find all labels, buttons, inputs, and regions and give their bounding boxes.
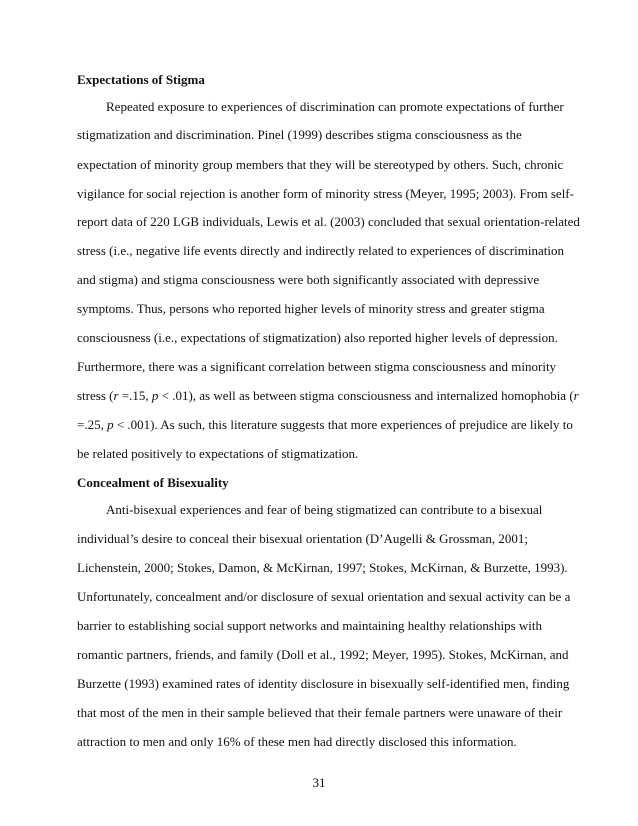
paragraph-line: and stigma) and stigma consciousness were both significantly associated with depressive (77, 272, 540, 287)
paragraph-line: barrier to establishing social support networks and maintaining healthy relationships with (77, 618, 543, 633)
paragraph-line: Burzette (1993) examined rates of identity disclosure in bisexually self-identified men, finding (77, 676, 570, 691)
paragraph-line: Repeated exposure to experiences of discrimination can promote expectations of further (106, 99, 564, 114)
paragraph-line: Anti-bisexual experiences and fear of being stigmatized can contribute to a bisexual (106, 502, 543, 517)
page-number: 31 (312, 775, 326, 790)
paragraph-line: stress (i.e., negative life events directly and indirectly related to experiences of discrimination (77, 243, 564, 258)
paragraph-line: be related positively to expectations of stigmatization. (77, 446, 359, 461)
paragraph-line: Furthermore, there was a significant correlation between stigma consciousness and minority (77, 359, 557, 374)
paragraph-line: stigmatization and discrimination. Pinel (1999) describes stigma consciousness as the (77, 127, 522, 142)
paragraph-line: attraction to men and only 16% of these men had directly disclosed this information. (77, 734, 517, 749)
paragraph-line: vigilance for social rejection is another form of minority stress (Meyer, 1995; 2003). From self- (77, 186, 574, 201)
paragraph-line: individual’s desire to conceal their bisexual orientation (D’Augelli & Grossman, 2001; (77, 531, 528, 546)
paragraph-line: Lichenstein, 2000; Stokes, Damon, & McKirnan, 1997; Stokes, McKirnan, & Burzette, 1993). (77, 560, 568, 575)
section-heading-concealment-of-bisexuality: Concealment of Bisexuality (77, 475, 229, 490)
paragraph-line: expectation of minority group members that they will be stereotyped by others. Such, chronic (77, 157, 564, 172)
paragraph-line: report data of 220 LGB individuals, Lewis et al. (2003) concluded that sexual orientation-related (77, 214, 580, 229)
paragraph-line: that most of the men in their sample believed that their female partners were unaware of their (77, 705, 563, 720)
paragraph-line-statistics: stress (r =.15, p < .01), as well as between stigma consciousness and internalized homophobia (r (77, 388, 579, 403)
paragraph-line-statistics: =.25, p < .001). As such, this literature suggests that more experiences of prejudice are likely to (77, 417, 573, 432)
paragraph-line: consciousness (i.e., expectations of stigmatization) also reported higher levels of depression. (77, 330, 558, 345)
paragraph-line: symptoms. Thus, persons who reported higher levels of minority stress and greater stigma (77, 301, 545, 316)
section-heading-expectations-of-stigma: Expectations of Stigma (77, 72, 205, 87)
paragraph-line: romantic partners, friends, and family (Doll et al., 1992; Meyer, 1995). Stokes, McKirnan, and (77, 647, 569, 662)
paragraph-line: Unfortunately, concealment and/or disclosure of sexual orientation and sexual activity can be a (77, 589, 571, 604)
